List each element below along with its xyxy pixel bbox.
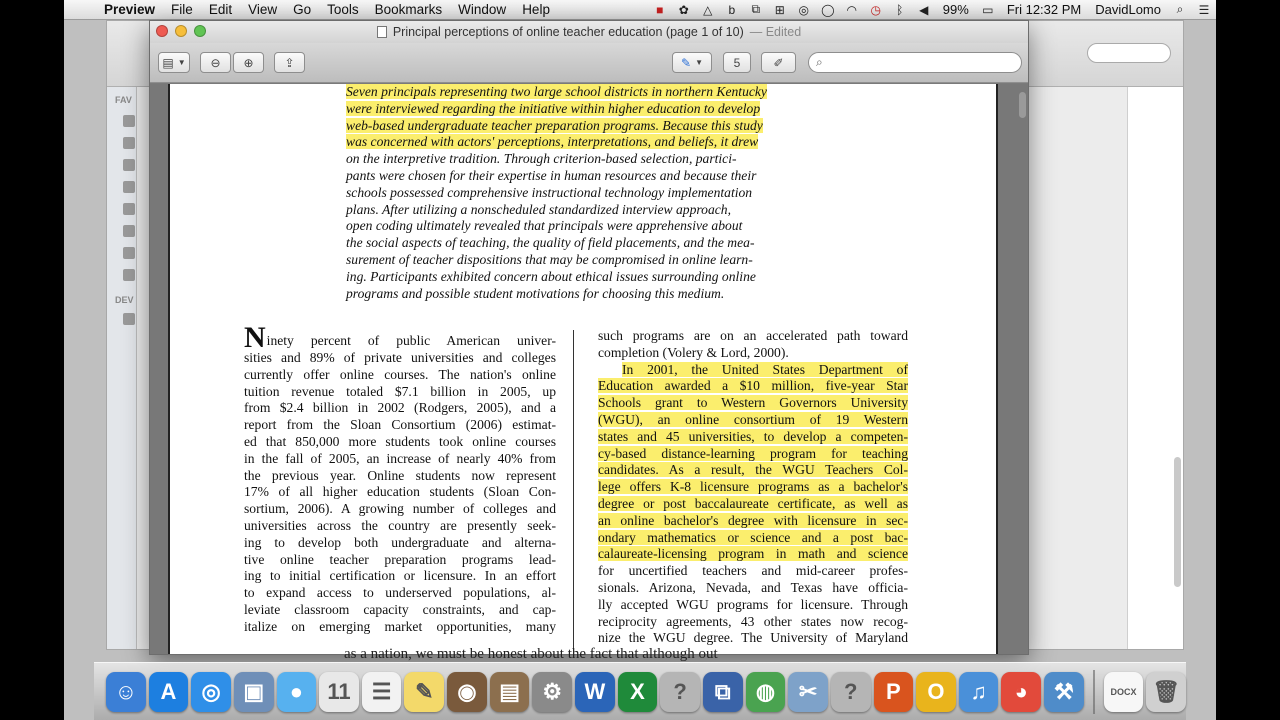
document-icon[interactable] xyxy=(377,26,387,38)
menu-tools[interactable]: Tools xyxy=(327,2,359,17)
highlighted-line xyxy=(598,513,908,530)
column-divider xyxy=(573,330,574,654)
highlight: states and 45 universities, to develop a competen- xyxy=(598,428,908,444)
body-line: sities and 89% of private universities and colleges xyxy=(244,350,556,365)
vertical-scrollbar[interactable] xyxy=(1019,92,1026,118)
sidebar-item-icon[interactable] xyxy=(123,159,135,171)
highlight: an online bachelor's degree with licensure in sec- xyxy=(598,512,908,528)
body-line: universities across the country are presently seek- xyxy=(244,517,556,533)
menu-view[interactable]: View xyxy=(248,2,278,17)
highlight: In 2001, the United States Department of xyxy=(622,361,908,377)
chevron-down-icon: ▼ xyxy=(695,58,703,67)
annotate-button[interactable] xyxy=(761,52,796,73)
abstract-line: surement of teacher dispositions that may be compromised in online learn- xyxy=(346,251,753,267)
menu-file[interactable]: File xyxy=(171,2,193,17)
dock-chrome-icon[interactable]: ◕ xyxy=(1001,672,1041,712)
sidebar-view-button[interactable] xyxy=(158,52,190,73)
body-line: tive online teacher preparation programs lead- xyxy=(244,551,556,567)
dock-finder-icon[interactable]: ☺ xyxy=(106,672,146,712)
dock-remote-desktop-icon[interactable]: ⧉ xyxy=(703,672,743,712)
abstract-line: schools possessed comprehensive instructional technology implementation xyxy=(346,184,753,200)
search-icon: ⌕ xyxy=(816,55,823,69)
first-line xyxy=(244,321,556,354)
highlight-button[interactable] xyxy=(672,52,712,73)
right-column-text xyxy=(598,328,908,647)
highlight: Education awarded a $10 million, five-year Star xyxy=(598,378,908,394)
sidebar-item-icon[interactable] xyxy=(123,181,135,193)
drop-cap: N xyxy=(244,321,266,354)
abstract-line: pants were chosen for their expertise in human resources and because their xyxy=(346,167,757,183)
highlighter-icon: ✎ xyxy=(681,55,692,70)
preview-window xyxy=(149,20,1029,655)
body-line: 17% of all higher education students (Sloan Con- xyxy=(244,484,556,500)
body-line: ed that 850,000 more students took online courses xyxy=(244,433,556,449)
battery-percent[interactable]: 99% xyxy=(942,2,969,17)
highlighted-line xyxy=(598,362,908,379)
sidebar-icon: ▤ xyxy=(162,55,174,70)
highlight: ondary mathematics or science and a post bac- xyxy=(598,529,908,545)
dock-preview-icon[interactable]: ▣ xyxy=(234,672,274,712)
body-line: completion (Volery & Lord, 2000). xyxy=(598,344,789,360)
search-input[interactable] xyxy=(808,52,1022,73)
abstract-text xyxy=(346,84,804,302)
body-line: report from the Sloan Consortium (2006) estimat- xyxy=(244,417,556,433)
highlight: cy-based distance-learning program for teaching xyxy=(598,445,908,461)
sidebar-item-icon[interactable] xyxy=(123,247,135,259)
highlight: were interviewed regarding the initiative within higher education to develop xyxy=(346,100,761,116)
body-line: the previous year. Online students now represent xyxy=(244,467,556,483)
recording-icon[interactable]: ■ xyxy=(656,2,664,17)
dock-utility-app-icon[interactable]: ✂ xyxy=(788,672,828,712)
rotate-page-icon: 5 xyxy=(733,55,741,70)
highlighted-line xyxy=(598,462,908,479)
minimize-button[interactable] xyxy=(175,25,187,37)
desktop xyxy=(64,0,1216,720)
highlight: web-based undergraduate teacher preparation programs. Because this study xyxy=(346,117,763,133)
dock-iphoto-icon[interactable]: ▤ xyxy=(490,672,530,712)
document-canvas[interactable] xyxy=(150,84,1028,654)
window-manager-icon[interactable]: ⧉ xyxy=(751,2,761,16)
body-line: in the fall of 2005, an increase of nearly 40% from xyxy=(244,450,556,466)
sidebar-item-icon[interactable] xyxy=(123,203,135,215)
left-column-text xyxy=(244,321,556,636)
abstract-line xyxy=(346,118,804,135)
dock-reminders-icon[interactable]: ☰ xyxy=(362,672,402,712)
sidebar-devices-label: DEV xyxy=(115,295,134,305)
zoom-out-icon: ⊖ xyxy=(210,55,221,70)
abstract-line xyxy=(346,134,804,151)
close-button[interactable] xyxy=(156,25,168,37)
edited-indicator[interactable]: — Edited xyxy=(749,25,802,39)
menu-app-preview[interactable]: Preview xyxy=(104,2,156,17)
dock-word-icon[interactable]: W xyxy=(575,672,615,712)
user-menu[interactable]: DavidLomo xyxy=(1095,2,1161,17)
dock-unknown-app-icon[interactable]: ? xyxy=(660,672,700,712)
highlight: Schools grant to Western Governors University xyxy=(598,395,908,411)
body-line: tuition revenue totaled $7.1 billion in 2005, up xyxy=(244,383,556,399)
highlight: lege offers K-8 licensure programs as a bachelor's xyxy=(598,479,908,495)
abstract-line xyxy=(346,101,804,118)
body-line: to expand access to underserved populations, al- xyxy=(244,585,556,601)
menu-help[interactable]: Help xyxy=(522,2,550,17)
dock-unknown-app-2-icon[interactable]: ? xyxy=(831,672,871,712)
abstract-line: open coding ultimately revealed that principals were apprehensive about xyxy=(346,218,743,234)
menu-bookmarks[interactable]: Bookmarks xyxy=(374,2,443,17)
sync-icon[interactable]: ✿ xyxy=(678,2,689,17)
sidebar-item-icon[interactable] xyxy=(123,137,135,149)
sidebar-favorites-label: FAV xyxy=(115,95,132,105)
time-machine-icon[interactable]: ◷ xyxy=(870,2,882,17)
battery-icon[interactable]: ▭ xyxy=(982,2,994,17)
body-line: leviate classroom capacity constraints, and cap- xyxy=(244,601,556,617)
highlight: (WGU), an online consortium of 19 Western xyxy=(598,411,908,427)
abstract-line: programs and possible student motivations for choosing this medium. xyxy=(346,285,725,301)
background-finder-sidebar xyxy=(107,87,137,649)
body-line: nize the WGU degree. The University of Maryland xyxy=(598,630,908,646)
highlighted-line xyxy=(598,496,908,513)
dock-itunes-icon[interactable]: ♫ xyxy=(959,672,999,712)
body-line: reciprocity agreements, 43 other states now recog- xyxy=(598,613,908,629)
body-line: lly accepted WGU programs for licensure. Through xyxy=(598,596,908,612)
dock-xcode-icon[interactable]: ⚒ xyxy=(1044,672,1084,712)
highlighted-line xyxy=(598,546,908,563)
menu-window[interactable]: Window xyxy=(458,2,507,17)
dock-separator xyxy=(1093,670,1095,714)
toolbar xyxy=(150,43,1028,83)
google-drive-icon[interactable]: △ xyxy=(703,2,713,17)
first-line-text: inety percent of public American univer- xyxy=(266,333,556,349)
notification-center-icon[interactable]: ☰ xyxy=(1198,2,1210,17)
video-subtitle: as a nation, we must be honest about the fact that although out xyxy=(344,646,718,662)
window-controls xyxy=(156,25,206,37)
dock-excel-icon[interactable]: X xyxy=(618,672,658,712)
highlight: degree or post baccalaureate certificate, as well as xyxy=(598,495,908,511)
background-search-field[interactable] xyxy=(1087,43,1171,63)
background-document-area xyxy=(1127,87,1183,649)
highlighted-line xyxy=(598,378,908,395)
letterbox-right xyxy=(1216,0,1280,720)
body-line: sionals. Arizona, Nevada, and Texas have officia- xyxy=(598,579,908,595)
abstract-line: the social aspects of teaching, the quality of field placements, and the mea- xyxy=(346,235,755,251)
abstract-line: ing. Participants exhibited concern about ethical issues surrounding online xyxy=(346,268,756,284)
share-button[interactable] xyxy=(274,52,305,73)
sidebar-item-icon[interactable] xyxy=(123,115,135,127)
highlighted-line xyxy=(598,395,908,412)
body-line: such programs are on an accelerated path toward xyxy=(598,328,908,343)
dock-calendar-icon[interactable]: 11 xyxy=(319,672,359,712)
background-scrollbar[interactable] xyxy=(1174,457,1181,587)
dock-photo-booth-icon[interactable]: ◉ xyxy=(447,672,487,712)
clock[interactable]: Fri 12:32 PM xyxy=(1006,2,1082,17)
letterbox-left xyxy=(0,0,64,720)
dock xyxy=(94,662,1186,720)
abstract-line: on the interpretive tradition. Through criterion-based selection, partici- xyxy=(346,151,737,167)
dock-notes-icon[interactable]: ✎ xyxy=(404,672,444,712)
highlight: candidates. As a result, the WGU Teachers Col- xyxy=(598,462,908,478)
menu-bar xyxy=(64,0,1216,20)
dock-messages-icon[interactable]: ● xyxy=(277,672,317,712)
abstract-line: plans. After utilizing a nonscheduled standardized interview approach, xyxy=(346,201,732,217)
body-line: for uncertified teachers and mid-career profes- xyxy=(598,563,908,579)
abstract-line xyxy=(346,84,804,101)
accessibility-icon[interactable]: ◎ xyxy=(798,2,810,17)
highlight: was concerned with actors' perceptions, interpretations, and beliefs, it drew xyxy=(346,134,759,150)
sidebar-item-icon[interactable] xyxy=(123,225,135,237)
share-icon: ⇪ xyxy=(284,55,295,70)
body-line: from $2.4 billion in 2002 (Rodgers, 2005), and a xyxy=(244,400,556,416)
zoom-button[interactable] xyxy=(194,25,206,37)
sidebar-item-icon[interactable] xyxy=(123,269,135,281)
menu-go[interactable]: Go xyxy=(293,2,312,17)
chat-icon[interactable]: ◯ xyxy=(821,2,835,17)
highlighted-line xyxy=(598,412,908,429)
bluetooth-icon[interactable]: ᛒ xyxy=(896,2,904,17)
highlighted-line xyxy=(598,446,908,463)
window-title-text: Principal perceptions of online teacher education (page 1 of 10) xyxy=(392,25,744,39)
pdf-page[interactable] xyxy=(168,84,998,654)
rotate-button[interactable] xyxy=(723,52,751,73)
highlight: Seven principals representing two large school districts in northern Kentucky xyxy=(346,84,767,99)
highlight: calaureate-licensing program in math and science xyxy=(598,546,908,562)
zoom-in-button[interactable] xyxy=(233,52,264,73)
dock-safari-icon[interactable]: ◎ xyxy=(191,672,231,712)
dock-outlook-icon[interactable]: O xyxy=(916,672,956,712)
dock-app-store-icon[interactable]: A xyxy=(149,672,189,712)
clipboard-icon[interactable]: ⊞ xyxy=(774,2,785,17)
status-area xyxy=(648,0,1216,20)
dock-network-app-icon[interactable]: ◍ xyxy=(746,672,786,712)
spotlight-search-icon[interactable]: ⌕ xyxy=(1176,2,1184,16)
wifi-icon[interactable]: ◠ xyxy=(846,2,858,17)
zoom-out-button[interactable] xyxy=(200,52,231,73)
dock-trash-icon[interactable]: 🗑 xyxy=(1146,672,1186,712)
chevron-down-icon: ▼ xyxy=(177,58,186,67)
volume-icon[interactable]: ◀ xyxy=(919,2,929,17)
zoom-in-icon: ⊕ xyxy=(243,55,254,70)
window-title xyxy=(377,25,801,39)
highlighted-line xyxy=(598,479,908,496)
dock-system-preferences-icon[interactable]: ⚙ xyxy=(532,672,572,712)
dock-docx-file-icon[interactable]: DOCX xyxy=(1104,672,1144,712)
body-line: currently offer online courses. The nation's online xyxy=(244,366,556,382)
body-line: ing to initial certification or licensure. In an effort xyxy=(244,568,556,584)
body-line: ing to develop both undergraduate and alterna- xyxy=(244,534,556,550)
highlighted-line xyxy=(598,429,908,446)
highlighted-line xyxy=(598,530,908,547)
menu-edit[interactable]: Edit xyxy=(208,2,233,17)
sidebar-device-icon[interactable] xyxy=(123,313,135,325)
menu-extra-icon[interactable]: b xyxy=(728,2,736,17)
body-line: sortium, 2006). A growing number of colleges and xyxy=(244,501,556,517)
title-bar xyxy=(150,21,1028,43)
pencil-icon: ✐ xyxy=(773,55,784,70)
body-line: italize on emerging market opportunities, many xyxy=(244,618,556,634)
dock-powerpoint-icon[interactable]: P xyxy=(874,672,914,712)
